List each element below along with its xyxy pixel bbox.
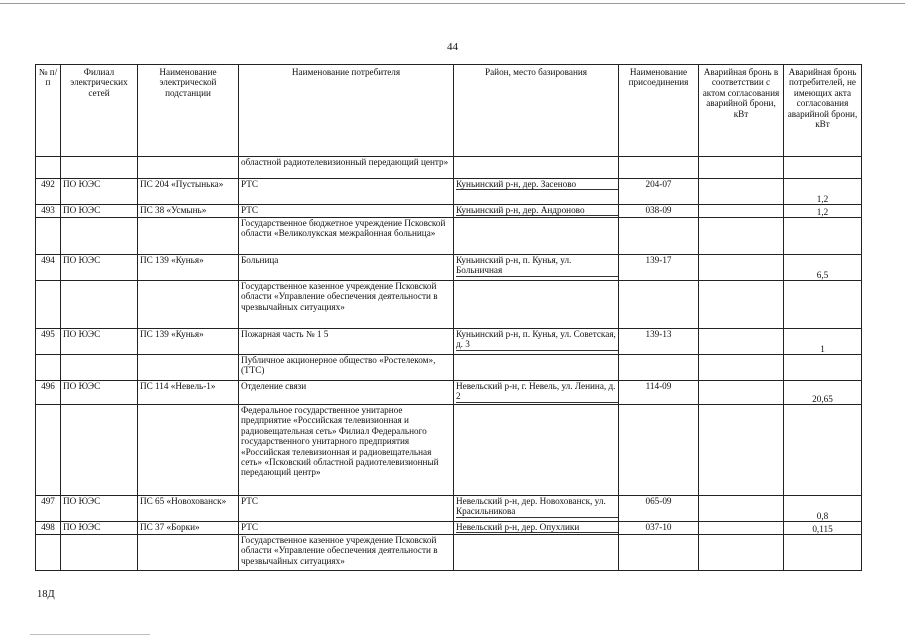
cell-branch-text: ПО ЮЭС <box>63 329 101 339</box>
cell-reserve-no-act-text: 6,5 <box>816 269 829 280</box>
cell-consumer <box>239 205 454 218</box>
cell-reserve-no-act <box>784 355 862 381</box>
cell-branch-text: ПО ЮЭС <box>63 522 101 532</box>
cell-connection <box>619 179 699 205</box>
table-row <box>36 218 862 255</box>
cell-num <box>36 255 61 281</box>
cell-substation <box>138 179 239 205</box>
cell-consumer-text: Отделение связи <box>241 381 307 391</box>
cell-num <box>36 281 61 329</box>
cell-num <box>36 535 61 571</box>
cell-connection <box>619 329 699 355</box>
table-row <box>36 381 862 405</box>
cell-reserve-no-act <box>784 496 862 522</box>
cell-substation <box>138 255 239 281</box>
cell-substation <box>138 496 239 522</box>
cell-district <box>454 355 619 381</box>
cell-district <box>454 329 619 355</box>
cell-num-text: 497 <box>41 496 55 506</box>
cell-num <box>36 405 61 496</box>
cell-branch-text: ПО ЮЭС <box>63 496 101 506</box>
reserve-table <box>35 64 862 571</box>
cell-branch <box>61 355 138 381</box>
cell-branch <box>61 255 138 281</box>
cell-branch <box>61 405 138 496</box>
cell-district <box>454 281 619 329</box>
table-row <box>36 157 862 179</box>
cell-num <box>36 329 61 355</box>
cell-branch-text: ПО ЮЭС <box>63 381 101 391</box>
cell-substation-text: ПС 139 «Кунья» <box>140 255 204 265</box>
cell-branch <box>61 157 138 179</box>
cell-num <box>36 522 61 535</box>
cell-consumer <box>239 281 454 329</box>
cell-num <box>36 381 61 405</box>
cell-reserve-act <box>699 522 784 535</box>
cell-substation <box>138 329 239 355</box>
cell-reserve-no-act <box>784 522 862 535</box>
cell-reserve-no-act <box>784 255 862 281</box>
table-row <box>36 281 862 329</box>
cell-reserve-no-act <box>784 329 862 355</box>
cell-branch <box>61 281 138 329</box>
cell-district-text: Невельский р-н, г. Невель, ул. Ленина, д. 2 <box>456 381 618 403</box>
cell-reserve-no-act <box>784 281 862 329</box>
cell-consumer <box>239 522 454 535</box>
cell-consumer <box>239 535 454 571</box>
table-row <box>36 205 862 218</box>
page-number: 44 <box>447 41 458 53</box>
cell-district <box>454 218 619 255</box>
header-reserve-act: Аварийная бронь в соответствии с актом согласования аварийной брони, кВт <box>699 65 784 157</box>
cell-substation <box>138 381 239 405</box>
cell-num <box>36 179 61 205</box>
cell-reserve-act <box>699 329 784 355</box>
cell-reserve-no-act-text: 1 <box>820 343 825 354</box>
cell-connection-text: 037-10 <box>645 522 672 532</box>
cell-substation <box>138 205 239 218</box>
cell-reserve-no-act-text: 0,8 <box>816 510 829 521</box>
cell-connection <box>619 522 699 535</box>
header-branch: Филиал электрических сетей <box>61 65 138 157</box>
cell-district-text: Куньинский р-н, дер. Андроново <box>456 205 618 216</box>
cell-branch <box>61 179 138 205</box>
table-row <box>36 329 862 355</box>
table-row <box>36 496 862 522</box>
cell-connection-text: 114-09 <box>645 381 672 391</box>
cell-district-text: Куньинский р-н, п. Кунья, ул. Больничная <box>456 255 618 277</box>
cell-district <box>454 405 619 496</box>
header-district: Район, место базирования <box>454 65 619 157</box>
cell-connection <box>619 281 699 329</box>
cell-reserve-no-act <box>784 157 862 179</box>
table-row <box>36 522 862 535</box>
cell-substation-text: ПС 65 «Новохованск» <box>140 496 227 506</box>
cell-reserve-act <box>699 496 784 522</box>
cell-connection <box>619 381 699 405</box>
cell-reserve-no-act-text: 1,2 <box>816 206 829 217</box>
table-row <box>36 179 862 205</box>
cell-branch <box>61 381 138 405</box>
table-row <box>36 535 862 571</box>
footer-code: 18Д <box>37 589 55 600</box>
cell-num <box>36 205 61 218</box>
cell-substation <box>138 522 239 535</box>
cell-consumer-text: Пожарная часть № 1 5 <box>241 329 329 339</box>
cell-connection <box>619 355 699 381</box>
cell-consumer-text: РТС <box>241 496 258 506</box>
cell-substation <box>138 355 239 381</box>
scan-edge-bottom <box>30 634 150 635</box>
cell-substation-text: ПС 204 «Пустынька» <box>140 179 224 189</box>
cell-reserve-act <box>699 218 784 255</box>
cell-reserve-no-act <box>784 205 862 218</box>
cell-consumer <box>239 179 454 205</box>
cell-substation <box>138 405 239 496</box>
header-reserve-no-act: Аварийная бронь потребителей, не имеющих акта согласования аварийной брони, кВт <box>784 65 862 157</box>
cell-reserve-act <box>699 255 784 281</box>
cell-consumer <box>239 157 454 179</box>
cell-branch <box>61 496 138 522</box>
cell-substation <box>138 535 239 571</box>
cell-consumer <box>239 355 454 381</box>
cell-num <box>36 157 61 179</box>
cell-branch-text: ПО ЮЭС <box>63 205 101 215</box>
cell-district <box>454 205 619 218</box>
cell-consumer-text: Государственное казенное учреждение Псковской области «Управление обеспечения деятельности в чрезвычайных ситуациях» <box>241 535 438 566</box>
cell-reserve-act <box>699 405 784 496</box>
cell-num-text: 492 <box>41 179 55 189</box>
cell-reserve-no-act <box>784 218 862 255</box>
cell-branch <box>61 329 138 355</box>
cell-num-text: 498 <box>41 522 55 532</box>
cell-num <box>36 496 61 522</box>
cell-substation-text: ПС 37 «Борки» <box>140 522 200 532</box>
cell-district <box>454 496 619 522</box>
cell-consumer-text: областной радиотелевизионный передающий центр» <box>241 157 449 167</box>
cell-num-text: 495 <box>41 329 55 339</box>
cell-district-text: Куньинский р-н, дер. Засеново <box>456 179 618 190</box>
cell-district-text: Куньинский р-н, п. Кунья, ул. Советская, д. 3 <box>456 329 618 351</box>
header-substation: Наименование электрической подстанции <box>138 65 239 157</box>
cell-consumer-text: Публичное акционерное общество «Ростелеком», (ТТС) <box>241 355 436 376</box>
cell-consumer-text: Государственное казенное учреждение Псковской области «Управление обеспечения деятельности в чрезвычайных ситуациях» <box>241 281 438 312</box>
table-row <box>36 405 862 496</box>
cell-consumer-text: РТС <box>241 179 258 189</box>
cell-district <box>454 381 619 405</box>
cell-connection-text: 065-09 <box>645 496 672 506</box>
cell-substation <box>138 281 239 329</box>
cell-reserve-no-act <box>784 405 862 496</box>
cell-consumer-text: Больница <box>241 255 279 265</box>
cell-consumer <box>239 218 454 255</box>
cell-consumer-text: Государственное бюджетное учреждение Псковской области «Великолукская межрайонная больница» <box>241 218 446 239</box>
cell-district <box>454 157 619 179</box>
cell-consumer-text: РТС <box>241 522 258 532</box>
cell-branch <box>61 522 138 535</box>
cell-district <box>454 535 619 571</box>
cell-consumer-text: Федеральное государственное унитарное предприятие «Российская телевизионная и радиовещательная сеть» Филиал Федерального государственного унитарного предприятия «Российская телевизионная и радиовещательная сеть» «Псковский областной радиотелевизионный передающий центр» <box>241 405 439 478</box>
header-consumer: Наименование потребителя <box>239 65 454 157</box>
header-connection: Наименование присоединения <box>619 65 699 157</box>
cell-branch <box>61 218 138 255</box>
cell-substation <box>138 157 239 179</box>
cell-reserve-act <box>699 157 784 179</box>
cell-reserve-no-act <box>784 179 862 205</box>
cell-reserve-act <box>699 381 784 405</box>
scan-edge-top <box>0 3 905 4</box>
cell-substation <box>138 218 239 255</box>
cell-branch-text: ПО ЮЭС <box>63 255 101 265</box>
cell-consumer <box>239 381 454 405</box>
cell-reserve-act <box>699 281 784 329</box>
cell-district <box>454 255 619 281</box>
cell-district-text: Невельский р-н, дер. Новохованск, ул. Красильникова <box>456 496 618 518</box>
cell-connection <box>619 255 699 281</box>
cell-connection <box>619 157 699 179</box>
cell-consumer <box>239 255 454 281</box>
cell-district-text: Невельский р-н, дер. Опухлики <box>456 522 618 533</box>
cell-connection-text: 139-17 <box>645 255 672 265</box>
cell-num-text: 493 <box>41 205 55 215</box>
cell-consumer <box>239 329 454 355</box>
cell-consumer <box>239 405 454 496</box>
cell-connection-text: 038-09 <box>645 205 672 215</box>
cell-substation-text: ПС 139 «Кунья» <box>140 329 204 339</box>
cell-branch-text: ПО ЮЭС <box>63 179 101 189</box>
cell-branch <box>61 535 138 571</box>
cell-substation-text: ПС 38 «Усмынь» <box>140 205 207 215</box>
cell-connection <box>619 405 699 496</box>
cell-consumer <box>239 496 454 522</box>
cell-reserve-act <box>699 355 784 381</box>
cell-reserve-act <box>699 205 784 218</box>
cell-reserve-no-act <box>784 381 862 405</box>
cell-connection <box>619 535 699 571</box>
cell-reserve-no-act-text: 0,115 <box>812 523 833 534</box>
cell-num-text: 496 <box>41 381 55 391</box>
cell-reserve-no-act-text: 20,65 <box>812 393 833 404</box>
cell-connection-text: 139-13 <box>645 329 672 339</box>
cell-num <box>36 355 61 381</box>
table-row <box>36 255 862 281</box>
cell-connection-text: 204-07 <box>645 179 672 189</box>
cell-num <box>36 218 61 255</box>
cell-connection <box>619 496 699 522</box>
cell-district <box>454 522 619 535</box>
cell-reserve-no-act-text: 1,2 <box>816 193 829 204</box>
cell-district <box>454 179 619 205</box>
header-row <box>36 65 862 157</box>
header-num: № п/п <box>36 65 61 157</box>
cell-branch <box>61 205 138 218</box>
cell-consumer-text: РТС <box>241 205 258 215</box>
cell-connection <box>619 218 699 255</box>
table-row <box>36 355 862 381</box>
cell-reserve-no-act <box>784 535 862 571</box>
cell-connection <box>619 205 699 218</box>
cell-num-text: 494 <box>41 255 55 265</box>
cell-reserve-act <box>699 179 784 205</box>
cell-reserve-act <box>699 535 784 571</box>
cell-substation-text: ПС 114 «Невель-1» <box>140 381 216 391</box>
